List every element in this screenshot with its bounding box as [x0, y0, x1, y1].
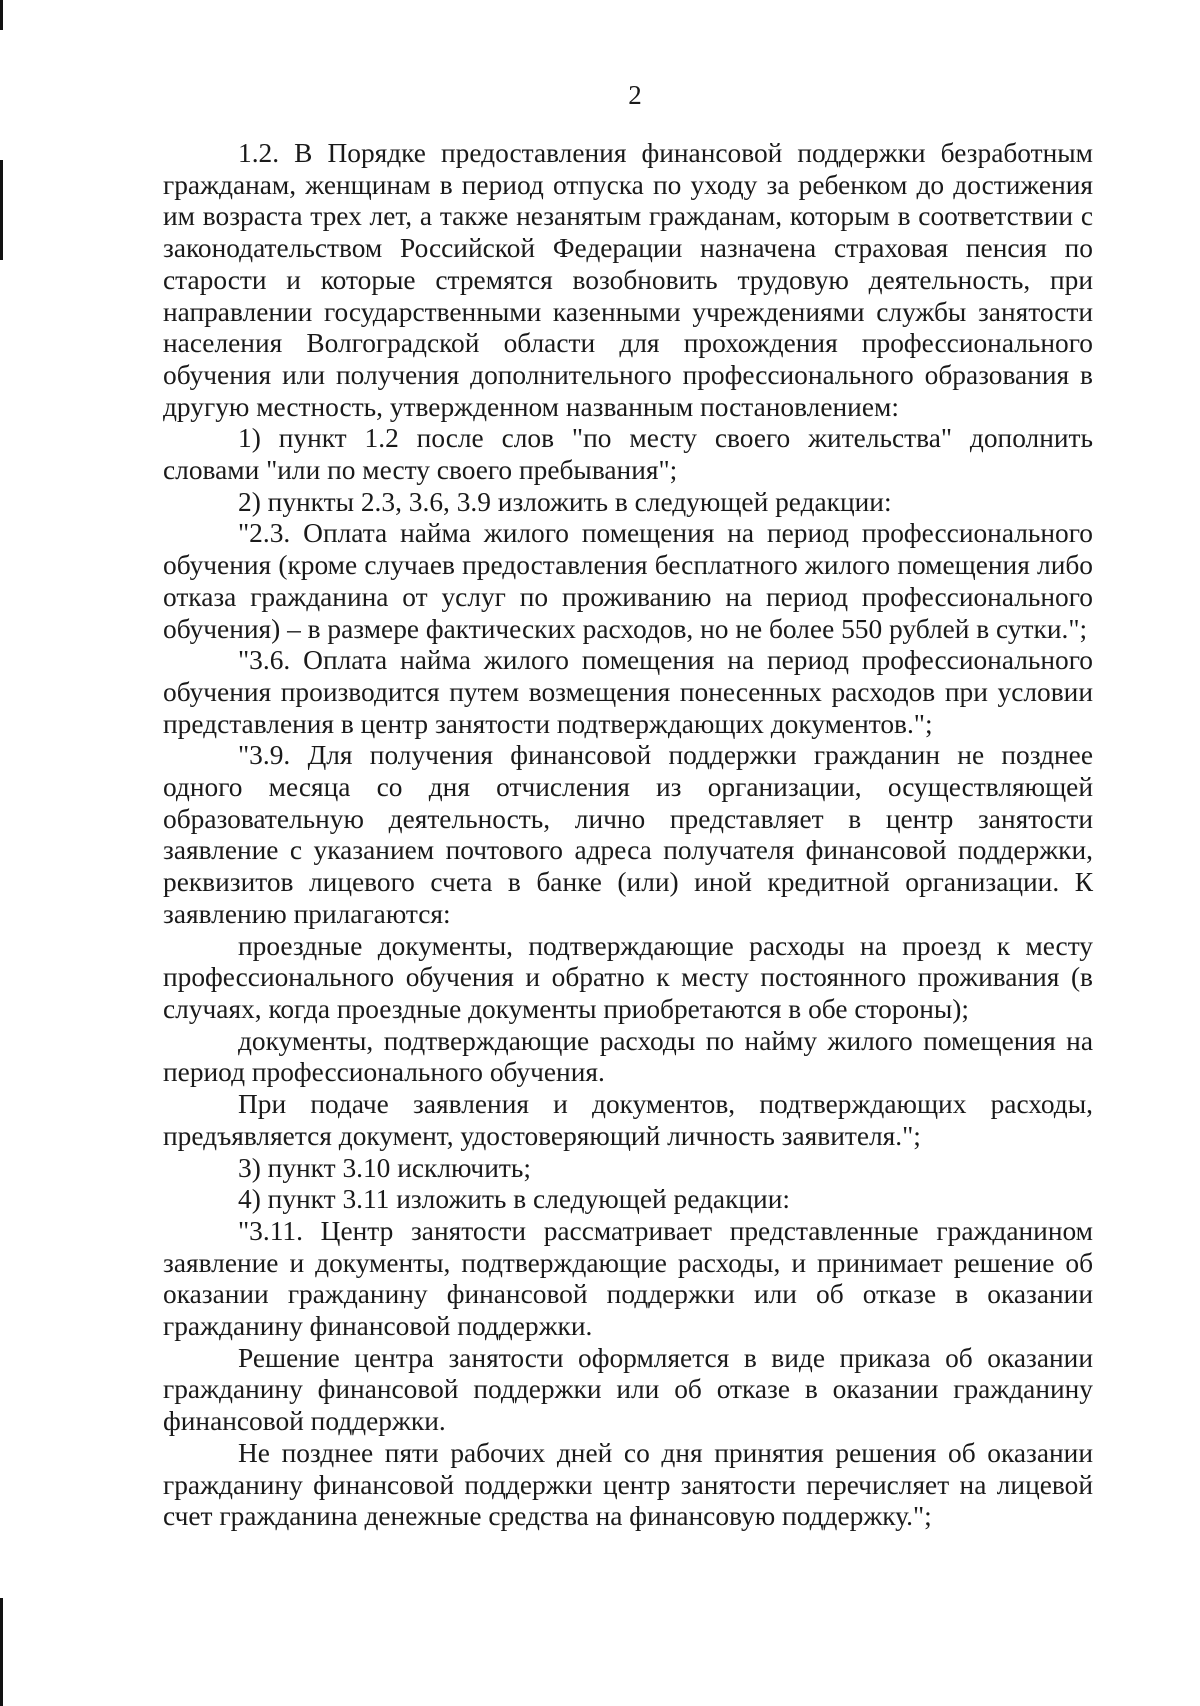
paragraph-clause-3-6: "3.6. Оплата найма жилого помещения на период профессионального обучения производится путем возмещения понесенных расходов при условии представления в центр занятости подтверждающих документов."; [163, 645, 1093, 739]
scan-edge-mark [0, 1598, 3, 1706]
page-number: 2 [628, 80, 642, 110]
paragraph-payment-deadline: Не позднее пяти рабочих дней со дня принятия решения об оказании гражданину финансовой поддержки центр занятости перечисляет на лицевой счет гражданина денежные средства на финансовую поддержку."; [163, 1437, 1093, 1532]
paragraph-clause-3-11: "3.11. Центр занятости рассматривает представленные гражданином заявление и документы, подтверждающие расходы, и принимает решение об оказании гражданину финансовой поддержки или об отказе в оказании гражданину финансовой поддержки. [163, 1215, 1093, 1342]
paragraph-travel-documents: проездные документы, подтверждающие расходы на проезд к месту профессионального обучения и обратно к месту постоянного проживания (в случаях, когда проездные документы приобретаются в обе стороны); [163, 930, 1093, 1024]
paragraph-identity-document: При подаче заявления и документов, подтверждающих расходы, предъявляется документ, удостоверяющий личность заявителя."; [163, 1089, 1093, 1151]
paragraph-amendment-1: 1) пункт 1.2 после слов "по месту своего жительства" дополнить словами "или по месту своего пребывания"; [163, 423, 1093, 486]
paragraph-amendment-3: 3) пункт 3.10 исключить; [238, 1152, 531, 1183]
paragraph-clause-3-9: "3.9. Для получения финансовой поддержки гражданин не позднее одного месяца со дня отчисления из организации, осуществляющей образовательную деятельность, лично представляет в центр занятости заявление с указанием почтового адреса получателя финансовой поддержки, реквизитов лицевого счета в банке (или) иной кредитной организации. К заявлению прилагаются: [163, 740, 1093, 929]
paragraph-clause-2-3: "2.3. Оплата найма жилого помещения на период профессионального обучения (кроме случаев предоставления бесплатного жилого помещения либо отказа гражданина от услуг по проживанию на период профессионального обучения) – в размере фактических расходов, но не более 550 рублей в сутки."; [163, 518, 1093, 644]
document-body [163, 138, 1093, 1533]
paragraph-decision-order: Решение центра занятости оформляется в виде приказа об оказании гражданину финансовой поддержки или об отказе в оказании гражданину финансовой поддержки. [163, 1342, 1093, 1437]
scan-edge-mark [0, 160, 3, 260]
scan-edge-mark [0, 0, 3, 30]
paragraph-1-2-intro: 1.2. В Порядке предоставления финансовой поддержки безработным гражданам, женщинам в период отпуска по уходу за ребенком до достижения им возраста трех лет, а также незанятым гражданам, которым в соответствии с законодательством Российской Федерации назначена страховая пенсия по старости и которые стремятся возобновить трудовую деятельность, при направлении государственными казенными учреждениями службы занятости населения Волгоградской области для прохождения профессионального обучения или получения дополнительного профессионального образования в другую местность, утвержденном названным постановлением: [163, 138, 1093, 422]
paragraph-amendment-4: 4) пункт 3.11 изложить в следующей редакции: [238, 1184, 790, 1215]
paragraph-housing-documents: документы, подтверждающие расходы по найму жилого помещения на период профессионального обучения. [163, 1025, 1093, 1088]
paragraph-amendment-2: 2) пункты 2.3, 3.6, 3.9 изложить в следующей редакции: [238, 486, 892, 517]
